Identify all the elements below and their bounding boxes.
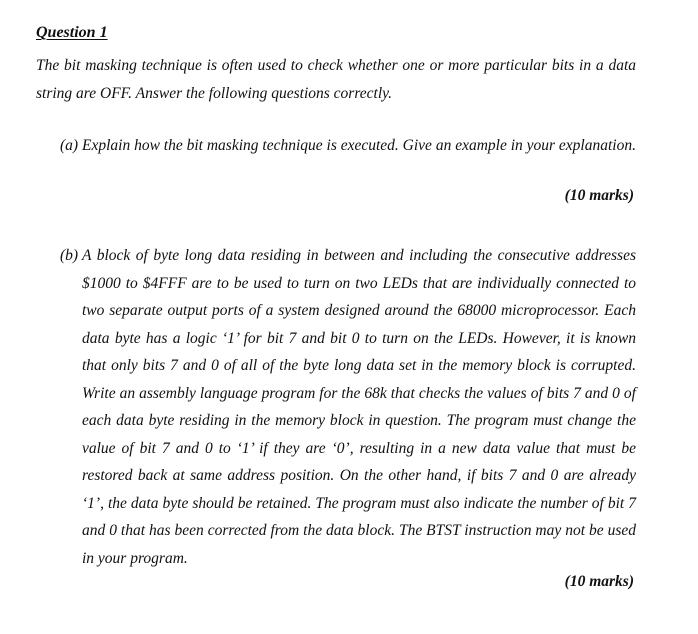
part-b-text: A block of byte long data residing in between and including the consecutive addresses $1000 to $4FFF are to be used to turn on two LEDs that are individually connected to two separate output ports of a system designed around the 68000 microprocessor. Each data byte has a logic ‘1’ for bit 7 and bit 0 to turn on the LEDs. However, it is known that only bits 7 and 0 of all of the byte long data set in the memory block is corrupted. Write an assembly language program for the 68k that checks the values of bits 7 and 0 of each data byte residing in the memory block in question. The program must change the value of bit 7 and 0 to ‘1’ if they are ‘0’, resulting in a new data value that must be restored back at same address position. On the other hand, if bits 7 and 0 are already ‘1’, the data byte should be retained. The program must also indicate the number of bit 7 and 0 that has been corrected from the data block. The BTST instruction may not be used in your program. [82, 247, 636, 567]
part-a-text: Explain how the bit masking technique is executed. Give an example in your explanation. [82, 137, 636, 154]
question-title: Question 1 [36, 24, 108, 41]
part-b-marks: (10 marks) [564, 573, 634, 590]
part-b-label: (b) [60, 247, 79, 264]
part-b [60, 242, 636, 572]
question-intro: The bit masking technique is often used to check whether one or more particular bits in a data string are OFF. Answer the following questions correctly. [36, 57, 636, 102]
part-a-label: (a) [60, 137, 79, 154]
part-a-marks: (10 marks) [564, 187, 634, 204]
part-a [60, 132, 636, 160]
